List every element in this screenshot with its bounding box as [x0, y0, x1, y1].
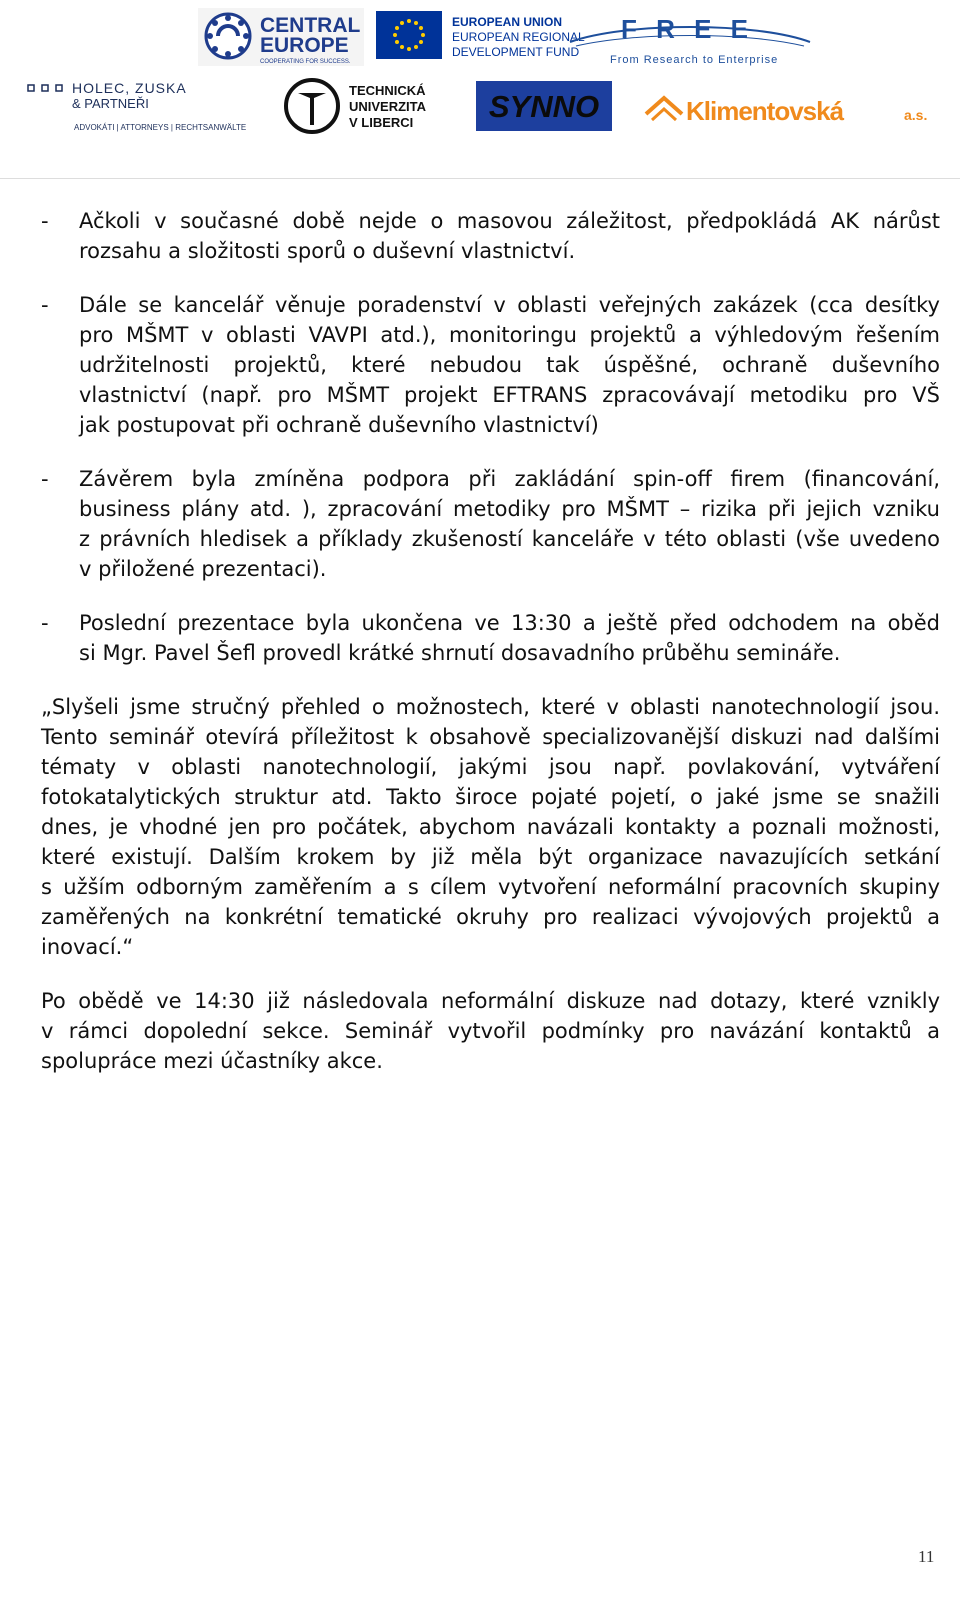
- bullet-dash: -: [41, 467, 49, 491]
- text-line: Tento seminář otevírá příležitost k obsahově specializovanější diskuzi nad dalšími: [41, 725, 940, 749]
- text-line: inovací.“: [41, 935, 134, 959]
- central-europe-logo: [198, 8, 364, 66]
- text-line: Ačkoli v současné době nejde o masovou záležitost, předpokládá AK nárůst: [79, 209, 940, 233]
- eu-logo: [376, 11, 585, 61]
- free-logo: [566, 10, 814, 68]
- text-line: z právních hledisek a příklady zkušeností kanceláře v této oblasti (vše uvedeno: [79, 527, 940, 551]
- text-line: spolupráce mezi účastníky akce.: [41, 1049, 383, 1073]
- tul-logo: [284, 76, 434, 136]
- text-line: v rámci dopolední sekce. Seminář vytvořil podmínky pro navázání kontaktů a: [41, 1019, 940, 1043]
- bullet-item: [41, 464, 940, 584]
- svg-text:UNIVERZITA: UNIVERZITA: [349, 99, 427, 114]
- document-body: [41, 206, 940, 1100]
- svg-text:a.s.: a.s.: [904, 107, 928, 123]
- svg-text:COOPERATING FOR SUCCESS.: COOPERATING FOR SUCCESS.: [260, 59, 351, 65]
- bullet-dash: -: [41, 209, 49, 233]
- text-line: které existují. Dalším krokem by již měla být organizace navazujících setkání: [41, 845, 940, 869]
- text-line: fotokatalytických struktur atd. Takto široce pojaté pojetí, o jaké jsme se snažili: [41, 785, 940, 809]
- text-line: tématy v oblasti nanotechnologií, jakými jsou např. povlakování, vytváření: [41, 755, 940, 779]
- svg-text:& PARTNEŘI: & PARTNEŘI: [72, 96, 149, 111]
- text-line: vlastnictví (např. pro MŠMT projekt EFTRANS zpracovávají metodiku pro VŠ: [79, 383, 940, 407]
- svg-text:ADVOKÁTI | ATTORNEYS | RECHTSA: ADVOKÁTI | ATTORNEYS | RECHTSANWÄLTE: [74, 123, 247, 132]
- text-line: jak postupovat při ochraně duševního vlastnictví): [79, 413, 599, 437]
- klimentovska-logo: [642, 88, 934, 132]
- svg-text:Klimentovská: Klimentovská: [686, 96, 844, 126]
- text-line: v přiložené prezentaci).: [79, 557, 327, 581]
- holec-zuska-logo: [26, 78, 248, 136]
- svg-text:From Research to Enterprise: From Research to Enterprise: [610, 54, 779, 66]
- page-number: 11: [918, 1547, 935, 1566]
- text-line: zaměřených na konkrétní tematické okruhy pro realizaci vývojových projektů a: [41, 905, 940, 929]
- svg-text:TECHNICKÁ: TECHNICKÁ: [349, 83, 426, 98]
- svg-text:EUROPEAN REGIONAL: EUROPEAN REGIONAL: [452, 30, 585, 44]
- svg-text:V LIBERCI: V LIBERCI: [349, 115, 414, 130]
- svg-text:SYNNO: SYNNO: [488, 89, 600, 124]
- closing-paragraph: [41, 986, 940, 1076]
- text-line: dnes, je vhodné jen pro počátek, abychom navázali kontakty a poznali možnosti,: [41, 815, 940, 839]
- svg-text:F R E E: F R E E: [621, 14, 755, 44]
- text-line: business plány atd. ), zpracování metodiky pro MŠMT – rizika při jejich vzniku: [79, 497, 940, 521]
- svg-text:EUROPE: EUROPE: [260, 34, 349, 57]
- quote-paragraph: [41, 692, 940, 962]
- synno-logo: [476, 81, 612, 131]
- text-line: Po obědě ve 14:30 již následovala neformální diskuze nad dotazy, které vznikly: [41, 989, 940, 1013]
- text-line: Závěrem byla zmíněna podpora při zakládání spin-off firem (financování,: [79, 467, 940, 491]
- svg-text:CENTRAL: CENTRAL: [260, 14, 361, 37]
- text-line: udržitelnosti projektů, které nebudou tak úspěšné, ochraně duševního: [79, 353, 940, 377]
- text-line: pro MŠMT v oblasti VAVPI atd.), monitoringu projektů a výhledovým řešením: [79, 323, 940, 347]
- text-line: rozsahu a složitosti sporů o duševní vlastnictví.: [79, 239, 576, 263]
- svg-text:DEVELOPMENT FUND: DEVELOPMENT FUND: [452, 45, 580, 59]
- svg-text:EUROPEAN UNION: EUROPEAN UNION: [452, 15, 563, 29]
- svg-text:HOLEC, ZUSKA: HOLEC, ZUSKA: [72, 80, 187, 96]
- bullet-item: [41, 290, 940, 440]
- bullet-item: [41, 608, 940, 668]
- logo-header: [0, 0, 960, 180]
- text-line: „Slyšeli jsme stručný přehled o možnostech, které v oblasti nanotechnologií jsou.: [41, 695, 940, 719]
- text-line: si Mgr. Pavel Šefl provedl krátké shrnutí dosavadního průběhu semináře.: [79, 641, 841, 665]
- text-line: Dále se kancelář věnuje poradenství v oblasti veřejných zakázek (cca desítky: [79, 293, 940, 317]
- bullet-dash: -: [41, 293, 49, 317]
- text-line: Poslední prezentace byla ukončena ve 13:30 a ještě před odchodem na oběd: [79, 611, 940, 635]
- bullet-dash: -: [41, 611, 49, 635]
- text-line: s užším odborným zaměřením a s cílem vytvoření neformální pracovních skupiny: [41, 875, 940, 899]
- header-divider: [0, 178, 960, 179]
- bullet-item: [41, 206, 940, 266]
